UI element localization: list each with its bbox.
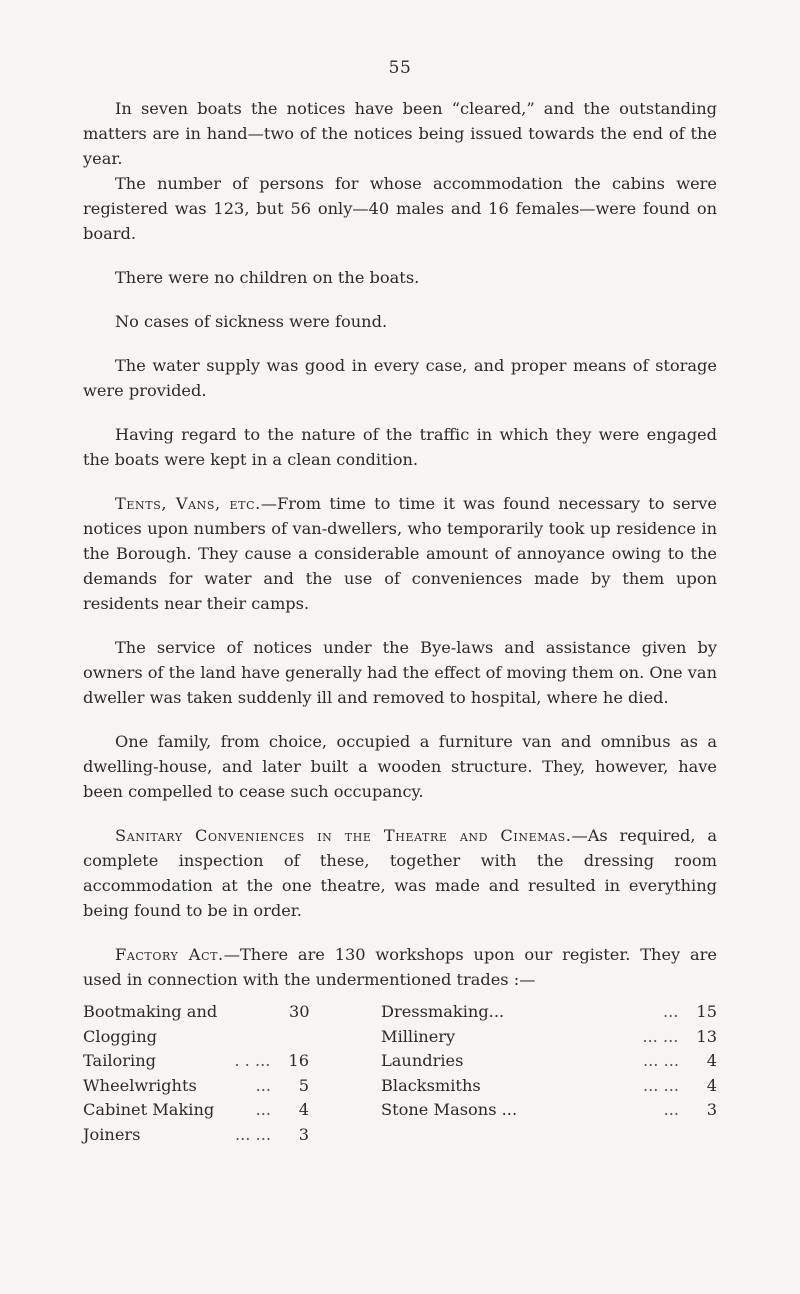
trade-leader [271, 1000, 289, 1049]
trades-column-right [381, 1000, 717, 1147]
trade-name: Dressmaking... [381, 1002, 505, 1021]
trade-leader: ... [662, 1002, 679, 1021]
trade-leader: ... [255, 1100, 271, 1119]
trade-leader: ... ... [642, 1026, 679, 1046]
trade-row [381, 1025, 717, 1050]
paragraph-no-children: There were no children on the boats. [115, 268, 420, 287]
trade-name: Joiners [83, 1124, 141, 1144]
trade-name: Blacksmiths [381, 1075, 481, 1095]
trade-leader: ... [663, 1100, 679, 1119]
trade-count: 16 [288, 1051, 309, 1070]
trade-count: 4 [706, 1051, 717, 1070]
document-page [83, 58, 717, 1147]
trade-name: Wheelwrights [83, 1075, 197, 1095]
trade-row [83, 1098, 309, 1123]
trade-name: Stone Masons ... [381, 1100, 518, 1119]
section-heading-sanitary: Sanitary Conveniences in the Theatre and Cinemas. [115, 826, 572, 845]
trade-count: 3 [706, 1100, 717, 1119]
trade-leader: ... ... [234, 1124, 271, 1144]
sanitary-body: —As required, a complete inspection of these, together with the dressing room accommodation at the one theatre, was made and resulted in everything being found to be in order. [83, 826, 717, 920]
trade-row [83, 1000, 309, 1049]
paragraph-boats-notices: In seven boats the notices have been “cleared,” and the outstanding matters are in hand—two of the notices being issued towards the end of the year. [83, 99, 717, 168]
paragraph-water-supply: The water supply was good in every case, and proper means of storage were provided. [83, 356, 717, 400]
trade-row [381, 1074, 717, 1099]
trade-name: Tailoring [83, 1051, 156, 1070]
trade-row [83, 1049, 309, 1074]
section-heading-tents-vans: Tents, Vans, etc. [115, 494, 261, 513]
trade-leader: ... ... [642, 1051, 679, 1070]
factory-act-body: —There are 130 workshops upon our register. They are used in connection with the undermentioned trades :— [83, 945, 717, 989]
paragraph-sanitary-conveniences [83, 823, 717, 923]
tents-vans-body: —From time to time it was found necessary to serve notices upon numbers of van-dwellers, who temporarily took up residence in the Borough. They cause a considerable amount of annoyance owing to the demands for water and the use of conveniences made by them upon residents near their camps. [83, 494, 717, 613]
trade-name: Laundries [381, 1051, 464, 1070]
trade-name: Cabinet Making [83, 1100, 215, 1119]
paragraph-bye-laws: The service of notices under the Bye-laws and assistance given by owners of the land have generally had the effect of moving them on. One van dweller was taken suddenly ill and removed to hospital, where he died. [83, 638, 717, 707]
trade-row [83, 1123, 309, 1148]
trade-leader: ... [255, 1075, 271, 1095]
trades-column-left [83, 1000, 309, 1147]
trade-row [381, 1000, 717, 1025]
paragraph-furniture-van: One family, from choice, occupied a furniture van and omnibus as a dwelling-house, and later built a wooden structure. They, however, have been compelled to cease such occupancy. [83, 732, 717, 801]
paragraph-boats-condition: Having regard to the nature of the traffic in which they were engaged the boats were kept in a clean condition. [83, 425, 717, 469]
trade-name: Millinery [381, 1026, 456, 1046]
trade-count: 5 [298, 1075, 309, 1095]
paragraph-no-sickness: No cases of sickness were found. [115, 312, 388, 331]
paragraph-tents-vans [83, 491, 717, 616]
trade-count: 30 [289, 1002, 310, 1021]
trade-leader: ... ... [642, 1075, 679, 1095]
trade-count: 4 [298, 1100, 309, 1119]
trades-table [83, 1000, 717, 1147]
trade-row [381, 1049, 717, 1074]
section-heading-factory-act: Factory Act. [115, 945, 224, 964]
page-number: 55 [388, 58, 412, 78]
trade-count: 13 [696, 1026, 717, 1046]
trade-count: 15 [696, 1002, 717, 1021]
trade-row [83, 1074, 309, 1099]
trade-count: 3 [298, 1124, 309, 1144]
paragraph-factory-act [83, 942, 717, 992]
trade-count: 4 [706, 1075, 717, 1095]
trade-row [381, 1098, 717, 1123]
paragraph-persons-registered: The number of persons for whose accommodation the cabins were registered was 123, but 56 only—40 males and 16 females—were found on board. [83, 174, 717, 243]
trade-name: Bootmaking and Clogging [83, 1002, 218, 1046]
trade-leader: . . ... [234, 1051, 271, 1070]
